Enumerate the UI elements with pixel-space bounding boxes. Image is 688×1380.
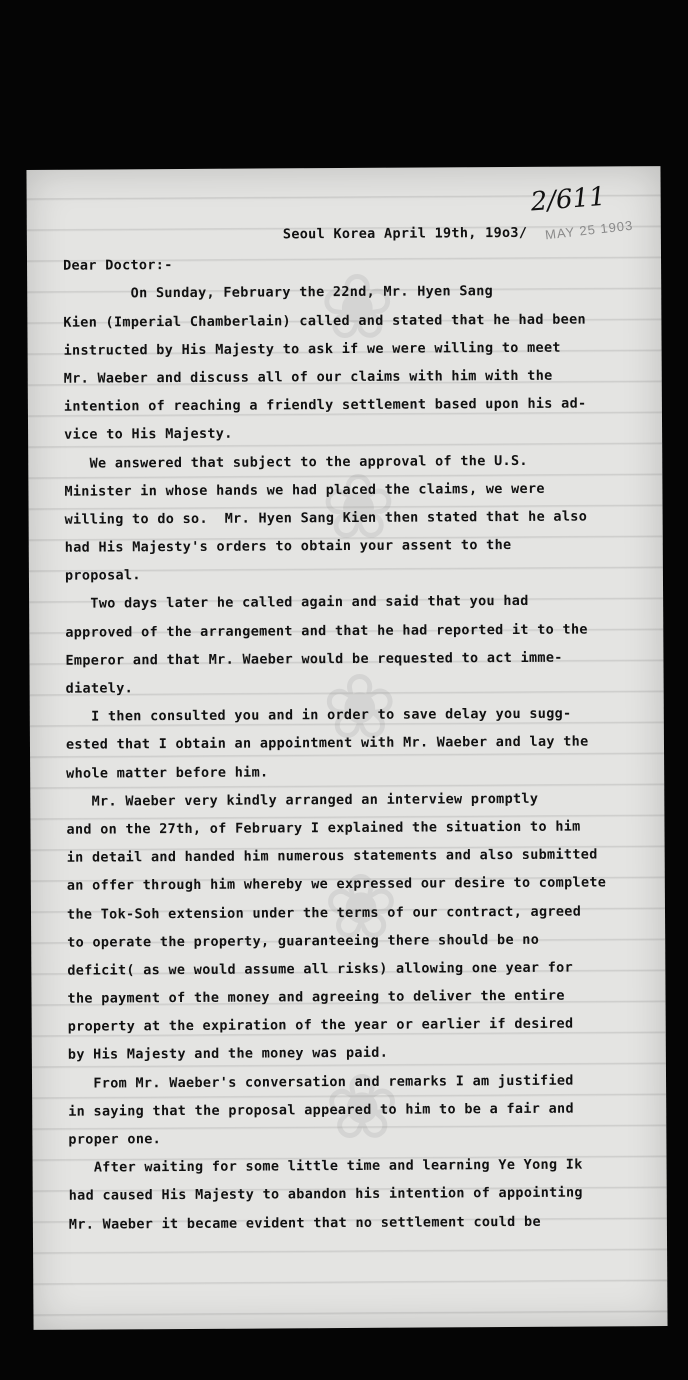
text-line: Kien (Imperial Chamberlain) called and stated that he had been bbox=[63, 311, 586, 331]
text-line: I then consulted you and in order to save delay you sugg- bbox=[65, 705, 572, 725]
text-line: From Mr. Waeber's conversation and remarks I am justified bbox=[67, 1072, 574, 1092]
text-line: Minister in whose hands we had placed the claims, we were bbox=[64, 480, 545, 500]
text-line: Mr. Waeber and discuss all of our claims with him with the bbox=[63, 367, 553, 387]
text-line: proper one. bbox=[68, 1131, 162, 1148]
text-line: had caused His Majesty to abandon his intention of appointing bbox=[68, 1184, 583, 1205]
letter-page bbox=[26, 166, 667, 1330]
folio-number: 2/611 bbox=[529, 181, 607, 218]
background-watermark: ❀ ❀ ❀ ❀ ❀ bbox=[319, 254, 401, 1161]
text-line: deficit( as we would assume all risks) allowing one year for bbox=[67, 959, 574, 979]
text-line: Emperor and that Mr. Waeber would be requested to act imme- bbox=[65, 649, 563, 669]
body-text bbox=[63, 277, 645, 1239]
text-line: whole matter before him. bbox=[66, 764, 269, 782]
text-line: an offer through him whereby we expressed our desire to complete bbox=[66, 874, 607, 895]
text-line: Two days later he called again and said that you had bbox=[65, 593, 529, 613]
text-line: We answered that subject to the approval of the U.S. bbox=[64, 452, 528, 472]
salutation: Dear Doctor:- bbox=[63, 257, 173, 274]
text-line: diately. bbox=[65, 680, 134, 697]
text-line: After waiting for some little time and learning Ye Yong Ik bbox=[68, 1156, 583, 1176]
text-line: and on the 27th, of February I explained the situation to him bbox=[66, 818, 581, 838]
text-line: property at the expiration of the year or earlier if desired bbox=[67, 1015, 574, 1035]
received-date-stamp: MAY 25 1903 bbox=[544, 217, 634, 243]
text-line: intention of reaching a friendly settlement based upon his ad- bbox=[63, 395, 587, 415]
text-line: Mr. Waeber it became evident that no settlement could be bbox=[68, 1213, 541, 1233]
letter-body bbox=[63, 218, 645, 1238]
text-line: willing to do so. Mr. Hyen Sang Kien then stated that he also bbox=[64, 508, 588, 528]
text-line: to operate the property, guaranteeing there should be no bbox=[67, 931, 540, 951]
text-line: by His Majesty and the money was paid. bbox=[67, 1045, 389, 1064]
text-line: vice to His Majesty. bbox=[64, 426, 233, 444]
text-line: instructed by His Majesty to ask if we were willing to meet bbox=[63, 339, 561, 359]
text-line: in saying that the proposal appeared to him to be a fair and bbox=[68, 1100, 574, 1120]
text-line: the payment of the money and agreeing to deliver the entire bbox=[67, 987, 565, 1007]
text-line: the Tok-Soh extension under the terms of our contract, agreed bbox=[66, 903, 582, 923]
text-line: had His Majesty's orders to obtain your assent to the bbox=[64, 537, 512, 556]
text-line: Mr. Waeber very kindly arranged an interview promptly bbox=[66, 790, 539, 810]
text-line: in detail and handed him numerous statements and also submitted bbox=[66, 846, 598, 866]
text-line: approved of the arrangement and that he had reported it to the bbox=[65, 621, 588, 641]
text-line: proposal. bbox=[64, 567, 141, 584]
dateline: Seoul Korea April 19th, 19o3/ bbox=[282, 224, 528, 243]
text-line: On Sunday, February the 22nd, Mr. Hyen Sang bbox=[63, 283, 494, 303]
text-line: ested that I obtain an appointment with Mr. Waeber and lay the bbox=[65, 733, 589, 754]
